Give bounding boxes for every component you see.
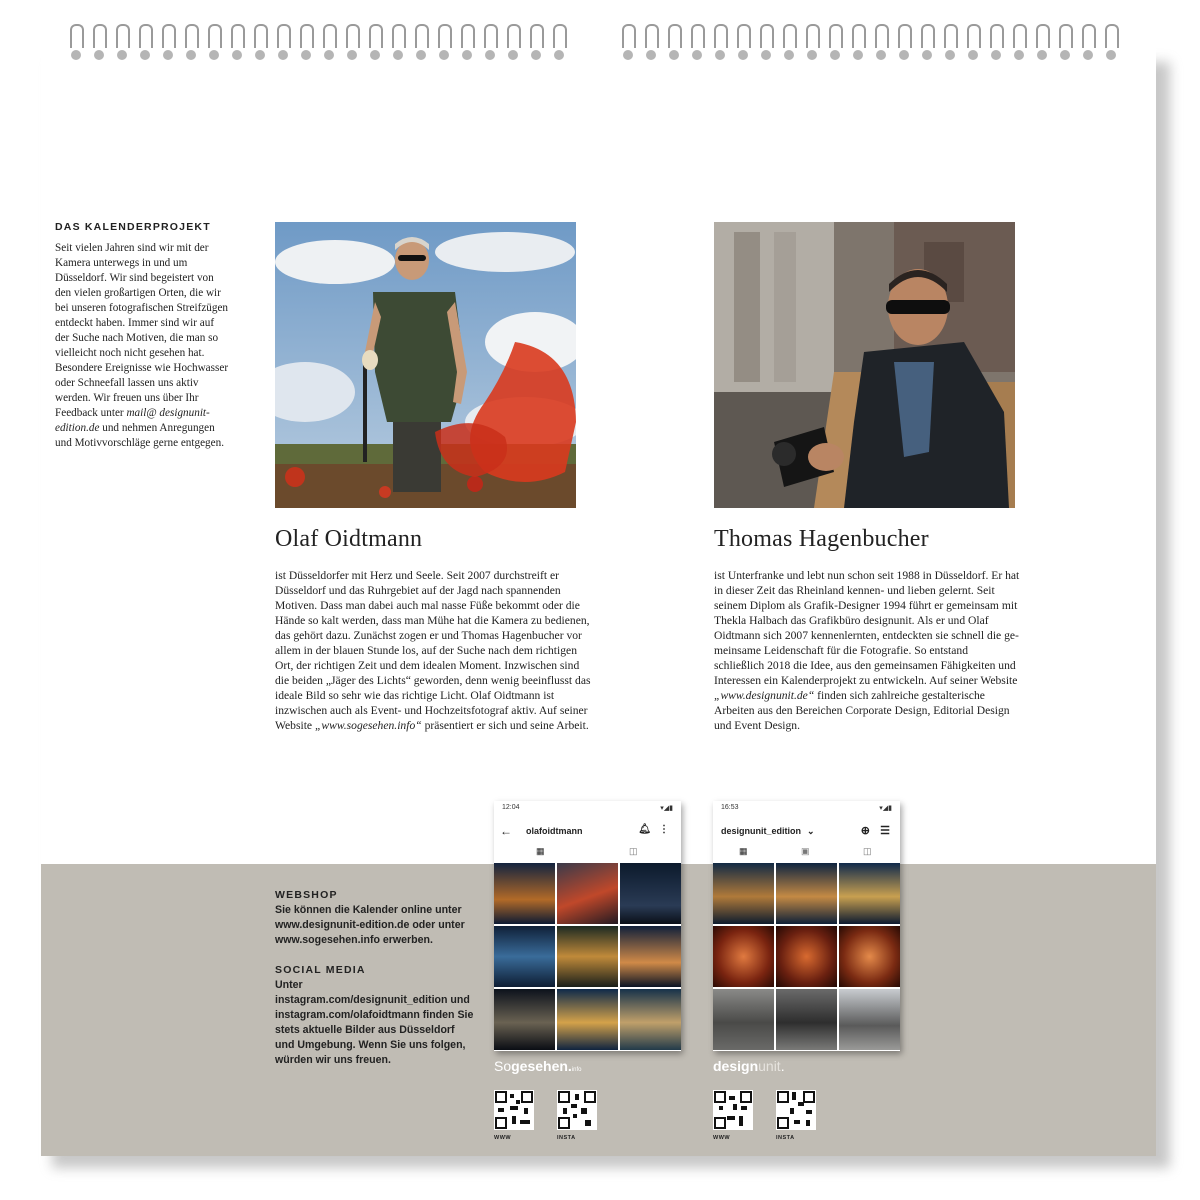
thumb xyxy=(839,863,900,924)
social-text: Unter instagram.com/designunit_edition und instagram.com/olafoidtmann finden Sie stets aktuelle Bilder aus Düsseldorf und Umgebung. Wenn Sie uns folgen, würden wir uns freuen. xyxy=(275,979,474,1066)
spiral-binding-left xyxy=(70,18,580,68)
thumb xyxy=(620,863,681,924)
phone2-header xyxy=(713,821,900,843)
qr-code-sogesehen-www[interactable] xyxy=(494,1090,534,1130)
spiral-loop xyxy=(139,24,153,48)
spiral-loop xyxy=(1105,24,1119,48)
spiral-loop xyxy=(507,24,521,48)
spiral-loop xyxy=(231,24,245,48)
spiral-loop xyxy=(852,24,866,48)
punch-hole xyxy=(393,50,403,60)
thumb xyxy=(776,989,837,1050)
author2-bio: ist Unterfranke und lebt nun schon seit 1988 in Düsseldorf. Er hat in dieser Zeit das Rheinland kennen- und lieben gelernt. Seit seinem Diplom als Grafik-Designer 1994 führt er gemeinsam mit Thekla Halbach das Grafikbüro designunit. Als er und Olaf Oidtmann sich 2007 kennenlernten, entdeckten sie schnell die gemeinsame Leidenschaft für die Fotografie. So entstand schließlich 2018 die Idee, aus den gemeinsamen Fähigkeiten und Interessen ein Kalenderprojekt zu entwickeln. Auf seiner Website „www.designunit.de“ finden sich zahlreiche gestalterische Arbeiten aus den Bereichen Corporate Design, Editorial Design und Event Design. xyxy=(714,569,1020,732)
spiral-loop xyxy=(622,24,636,48)
punch-hole xyxy=(899,50,909,60)
punch-hole xyxy=(1037,50,1047,60)
qr-label-insta: INSTA xyxy=(776,1135,795,1141)
punch-hole xyxy=(94,50,104,60)
instagram-screenshot-olafoidtmann xyxy=(494,801,681,1051)
punch-hole xyxy=(1106,50,1116,60)
project-text: Seit vielen Jahren sind wir mit der Kamera unterwegs in und um Düsseldorf. Wir sind begeistert von den vielen großartigen Orten, die wir bei unseren fotografischen Streifzügen entdeckt haben. Immer sind wir auf der Suche nach Motiven, die man so vielleicht noch nicht gesehen hat. Besondere Ereignisse wie Hochwasser oder Schneefall lassen uns aktiv werden. Wir freuen uns über Ihr Feedback unter mail@ designunit-edition.de und nehmen Anregungen und Motivvorschläge gerne entgegen. xyxy=(55,242,229,449)
punch-hole xyxy=(163,50,173,60)
thumb xyxy=(839,989,900,1050)
phone1-account: olafoidtmann xyxy=(526,826,583,836)
spiral-loop xyxy=(806,24,820,48)
punch-hole xyxy=(117,50,127,60)
punch-hole xyxy=(278,50,288,60)
thumb xyxy=(776,863,837,924)
spiral-loop xyxy=(898,24,912,48)
author2-name: Thomas Hagenbucher xyxy=(714,526,929,552)
punch-hole xyxy=(370,50,380,60)
spiral-loop xyxy=(944,24,958,48)
spiral-loop xyxy=(668,24,682,48)
spiral-loop xyxy=(1082,24,1096,48)
punch-hole xyxy=(761,50,771,60)
phone2-account: designunit_edition xyxy=(721,826,801,836)
spiral-loop xyxy=(162,24,176,48)
arrow-left-icon: ← xyxy=(500,824,512,838)
phone1-time: 12:04 xyxy=(502,804,520,811)
project-email: mail@ designunit-edition.de xyxy=(55,407,210,434)
phone2-photo-grid xyxy=(713,863,900,1050)
spiral-loop xyxy=(530,24,544,48)
spiral-loop xyxy=(553,24,567,48)
punch-hole xyxy=(485,50,495,60)
thumb xyxy=(557,926,618,987)
spiral-loop xyxy=(70,24,84,48)
punch-hole xyxy=(991,50,1001,60)
spiral-loop xyxy=(760,24,774,48)
qr-code-sogesehen-insta[interactable] xyxy=(557,1090,597,1130)
punch-hole xyxy=(853,50,863,60)
spiral-loop xyxy=(783,24,797,48)
spiral-loop xyxy=(967,24,981,48)
qr-label-www: WWW xyxy=(713,1135,731,1141)
punch-hole xyxy=(715,50,725,60)
phone2-time: 16:53 xyxy=(721,804,739,811)
spiral-loop xyxy=(300,24,314,48)
thumb xyxy=(620,989,681,1050)
punch-hole xyxy=(186,50,196,60)
spiral-loop xyxy=(254,24,268,48)
more-icon: ⋮ xyxy=(659,824,669,835)
thumb xyxy=(713,863,774,924)
thumb xyxy=(620,926,681,987)
thumb xyxy=(776,926,837,987)
thumb xyxy=(494,926,555,987)
punch-hole xyxy=(324,50,334,60)
spiral-binding-right xyxy=(622,18,1132,68)
spiral-loop xyxy=(1013,24,1027,48)
phone2-tabs xyxy=(713,845,900,861)
bell-icon: 🔔︎ xyxy=(638,824,651,835)
punch-hole xyxy=(807,50,817,60)
punch-hole xyxy=(646,50,656,60)
tagged-icon: ◫ xyxy=(863,846,872,856)
author1-bio: ist Düsseldorfer mit Herz und Seele. Seit 2007 durchstreift er Düsseldorf und das Ruhrgebiet auf der Jagd nach spannenden Motiven. Dass man dabei auch mal nasse Füße bekommt oder die Hände so kalt werden, dass man Mühe hat die Kamera zu bedienen, das gehört dazu. Zunächst zogen er und Thomas Hagenbucher vor allem in der blauen Stunde los, auf der Suche nach dem richtigen Ort, der richtigen Zeit und dem idealen Moment. Inzwischen sind die beiden „Jäger des Lichts“ geworden, denn wenig beeinflusst das ideale Bild so sehr wie das richtige Licht. Olaf Oidtmann ist inzwischen auch als Event- und Hochzeitsfotograf aktiv. Auf seiner Website „www.sogesehen.info“ präsentiert er sich und seine Arbeit. xyxy=(275,569,591,732)
social-heading: SOCIAL MEDIA xyxy=(275,964,366,976)
punch-hole xyxy=(255,50,265,60)
project-heading: DAS KALENDERPROJEKT xyxy=(55,221,211,233)
spiral-loop xyxy=(1036,24,1050,48)
qr-code-designunit-insta[interactable] xyxy=(776,1090,816,1130)
punch-hole xyxy=(209,50,219,60)
phone1-photo-grid xyxy=(494,863,681,1050)
grid-icon: ▦ xyxy=(739,846,748,856)
punch-hole xyxy=(876,50,886,60)
punch-hole xyxy=(71,50,81,60)
punch-hole xyxy=(416,50,426,60)
punch-hole xyxy=(439,50,449,60)
punch-hole xyxy=(669,50,679,60)
punch-hole xyxy=(692,50,702,60)
spiral-loop xyxy=(323,24,337,48)
phone2-status-icons: ▾◢▮ xyxy=(879,805,892,812)
punch-hole xyxy=(623,50,633,60)
author2-website: „www.designunit.de“ xyxy=(714,689,815,702)
author1-name: Olaf Oidtmann xyxy=(275,526,423,552)
spiral-loop xyxy=(277,24,291,48)
phone1-tabs xyxy=(494,845,681,861)
thumb xyxy=(494,989,555,1050)
punch-hole xyxy=(830,50,840,60)
phone1-status-icons: ▾◢▮ xyxy=(660,805,673,812)
punch-hole xyxy=(347,50,357,60)
calendar-page xyxy=(41,44,1156,1156)
punch-hole xyxy=(301,50,311,60)
portrait-thomas-hagenbucher xyxy=(714,222,1015,508)
author1-website: „www.sogesehen.info“ xyxy=(314,719,422,732)
spiral-loop xyxy=(990,24,1004,48)
spiral-loop xyxy=(691,24,705,48)
punch-hole xyxy=(140,50,150,60)
portrait-olaf-oidtmann xyxy=(275,222,576,508)
spiral-loop xyxy=(346,24,360,48)
punch-hole xyxy=(554,50,564,60)
reels-icon: ▣ xyxy=(801,846,810,856)
thumb xyxy=(713,989,774,1050)
instagram-screenshot-designunit-edition xyxy=(713,801,900,1051)
punch-hole xyxy=(1083,50,1093,60)
punch-hole xyxy=(232,50,242,60)
thumb xyxy=(557,989,618,1050)
punch-hole xyxy=(738,50,748,60)
spiral-loop xyxy=(875,24,889,48)
webshop-heading: WEBSHOP xyxy=(275,889,338,901)
spiral-loop xyxy=(93,24,107,48)
qr-label-insta: INSTA xyxy=(557,1135,576,1141)
punch-hole xyxy=(1060,50,1070,60)
punch-hole xyxy=(1014,50,1024,60)
spiral-loop xyxy=(921,24,935,48)
qr-label-www: WWW xyxy=(494,1135,512,1141)
thumb xyxy=(557,863,618,924)
spiral-loop xyxy=(185,24,199,48)
add-icon: ⊕ xyxy=(860,825,870,837)
spiral-loop xyxy=(1059,24,1073,48)
phone1-header xyxy=(494,821,681,843)
spiral-loop xyxy=(116,24,130,48)
webshop-text: Sie können die Kalender online unter www.designunit-edition.de oder unter www.sogesehen.info erwerben. xyxy=(275,904,465,946)
spiral-loop xyxy=(415,24,429,48)
spiral-loop xyxy=(714,24,728,48)
thumb xyxy=(494,863,555,924)
punch-hole xyxy=(462,50,472,60)
designunit-logo: designunit. xyxy=(713,1058,785,1074)
menu-icon: ☰ xyxy=(880,825,890,837)
spiral-loop xyxy=(208,24,222,48)
spiral-loop xyxy=(645,24,659,48)
qr-code-designunit-www[interactable] xyxy=(713,1090,753,1130)
spiral-loop xyxy=(392,24,406,48)
grid-icon: ▦ xyxy=(536,846,545,856)
punch-hole xyxy=(784,50,794,60)
spiral-loop xyxy=(484,24,498,48)
punch-hole xyxy=(945,50,955,60)
spiral-loop xyxy=(369,24,383,48)
spiral-loop xyxy=(461,24,475,48)
punch-hole xyxy=(968,50,978,60)
punch-hole xyxy=(531,50,541,60)
thumb xyxy=(839,926,900,987)
chevron-down-icon: ⌄ xyxy=(807,826,815,836)
spiral-loop xyxy=(438,24,452,48)
spiral-loop xyxy=(829,24,843,48)
punch-hole xyxy=(508,50,518,60)
spiral-loop xyxy=(737,24,751,48)
sogesehen-logo: Sogesehen.info xyxy=(494,1058,582,1074)
tagged-icon: ◫ xyxy=(629,846,638,856)
punch-hole xyxy=(922,50,932,60)
thumb xyxy=(713,926,774,987)
